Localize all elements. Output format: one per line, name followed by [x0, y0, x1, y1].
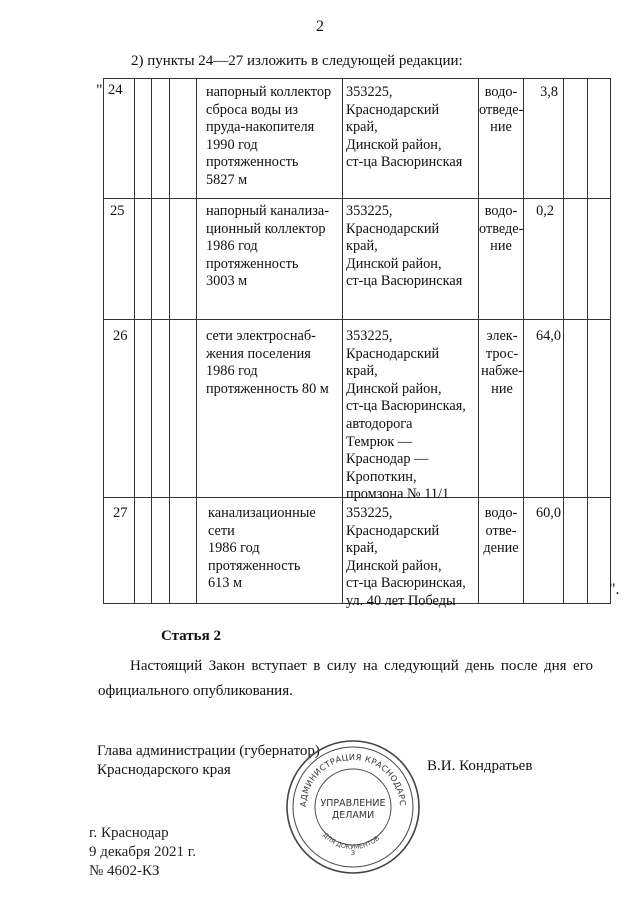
closing-quote: ". — [609, 581, 620, 598]
table-column-rule — [103, 78, 104, 604]
object-description: сети электроснаб- жения поселения 1986 год протяженность 80 м — [206, 328, 329, 397]
object-purpose: элек- трос- набже- ние — [481, 328, 523, 397]
object-description: напорный канализа- ционный коллектор 1986 год протяженность 3003 м — [206, 203, 329, 290]
date: 9 декабря 2021 г. — [89, 844, 196, 860]
table-rule-top — [103, 78, 611, 79]
object-purpose: водо- отведе- ние — [479, 203, 524, 255]
svg-text:3: 3 — [350, 849, 356, 857]
row-number: 27 — [113, 505, 128, 521]
place-date-number — [89, 824, 196, 881]
city: г. Краснодар — [89, 825, 169, 841]
svg-text:АДМИНИСТРАЦИЯ КРАСНОДАРСКОГО К: АДМИНИСТРАЦИЯ КРАСНОДАРС — [297, 751, 409, 808]
table-column-rule — [169, 78, 170, 604]
object-purpose: водо- отведе- ние — [479, 84, 524, 136]
article-heading: Статья 2 — [161, 628, 221, 644]
amendment-intro: 2) пункты 24—27 изложить в следующей редакции: — [131, 53, 463, 69]
table-column-rule — [342, 78, 343, 604]
signatory-name: В.И. Кондратьев — [427, 758, 533, 774]
object-value: 64,0 — [535, 328, 561, 344]
object-description: напорный коллектор сброса воды из пруда-накопителя 1990 год протяженность 5827 м — [206, 84, 332, 188]
page-number: 2 — [316, 18, 324, 35]
svg-text:ДЕЛАМИ: ДЕЛАМИ — [331, 810, 375, 821]
official-stamp — [284, 738, 422, 876]
table-column-rule — [587, 78, 588, 604]
opening-quote: " — [96, 82, 103, 99]
position-line: Краснодарского края — [97, 762, 231, 778]
object-description: канализационные сети 1986 год протяженность 613 м — [208, 505, 316, 592]
table-rule — [103, 319, 611, 320]
position-line: Глава администрации (губернатор) — [97, 743, 320, 759]
table-column-rule — [196, 78, 197, 604]
article-text: Настоящий Закон вступает в силу на следующий день после дня его официального опубликования. — [98, 658, 593, 699]
stamp-seal-icon — [284, 738, 422, 876]
object-purpose: водо- отве- дение — [483, 505, 519, 557]
object-address: 353225, Краснодарский край, Динской район, ст-ца Васюринская — [346, 203, 463, 290]
object-value: 60,0 — [535, 505, 561, 521]
row-number: 26 — [113, 328, 128, 344]
object-value: 0,2 — [536, 203, 554, 219]
svg-text:ДЛЯ ДОКУМЕНТОВ: ДЛЯ ДОКУМЕНТОВ — [321, 831, 381, 852]
object-address: 353225, Краснодарский край, Динской район, ст-ца Васюринская, ул. 40 лет Победы — [346, 505, 466, 609]
row-number: 25 — [110, 203, 125, 219]
law-number: № 4602-КЗ — [89, 863, 160, 879]
object-value: 3,8 — [540, 84, 558, 100]
table-rule — [103, 198, 611, 199]
row-number: 24 — [108, 82, 123, 98]
svg-text:УПРАВЛЕНИЕ: УПРАВЛЕНИЕ — [320, 798, 386, 809]
table-column-rule — [563, 78, 564, 604]
object-address: 353225, Краснодарский край, Динской район, ст-ца Васюринская, автодорога Темрюк — Краснодар — Кропоткин, промзона № 11/1 — [346, 328, 466, 503]
object-address: 353225, Краснодарский край, Динской район, ст-ца Васюринская — [346, 84, 463, 171]
table-column-rule — [610, 78, 611, 604]
table-column-rule — [151, 78, 152, 604]
table-column-rule — [134, 78, 135, 604]
